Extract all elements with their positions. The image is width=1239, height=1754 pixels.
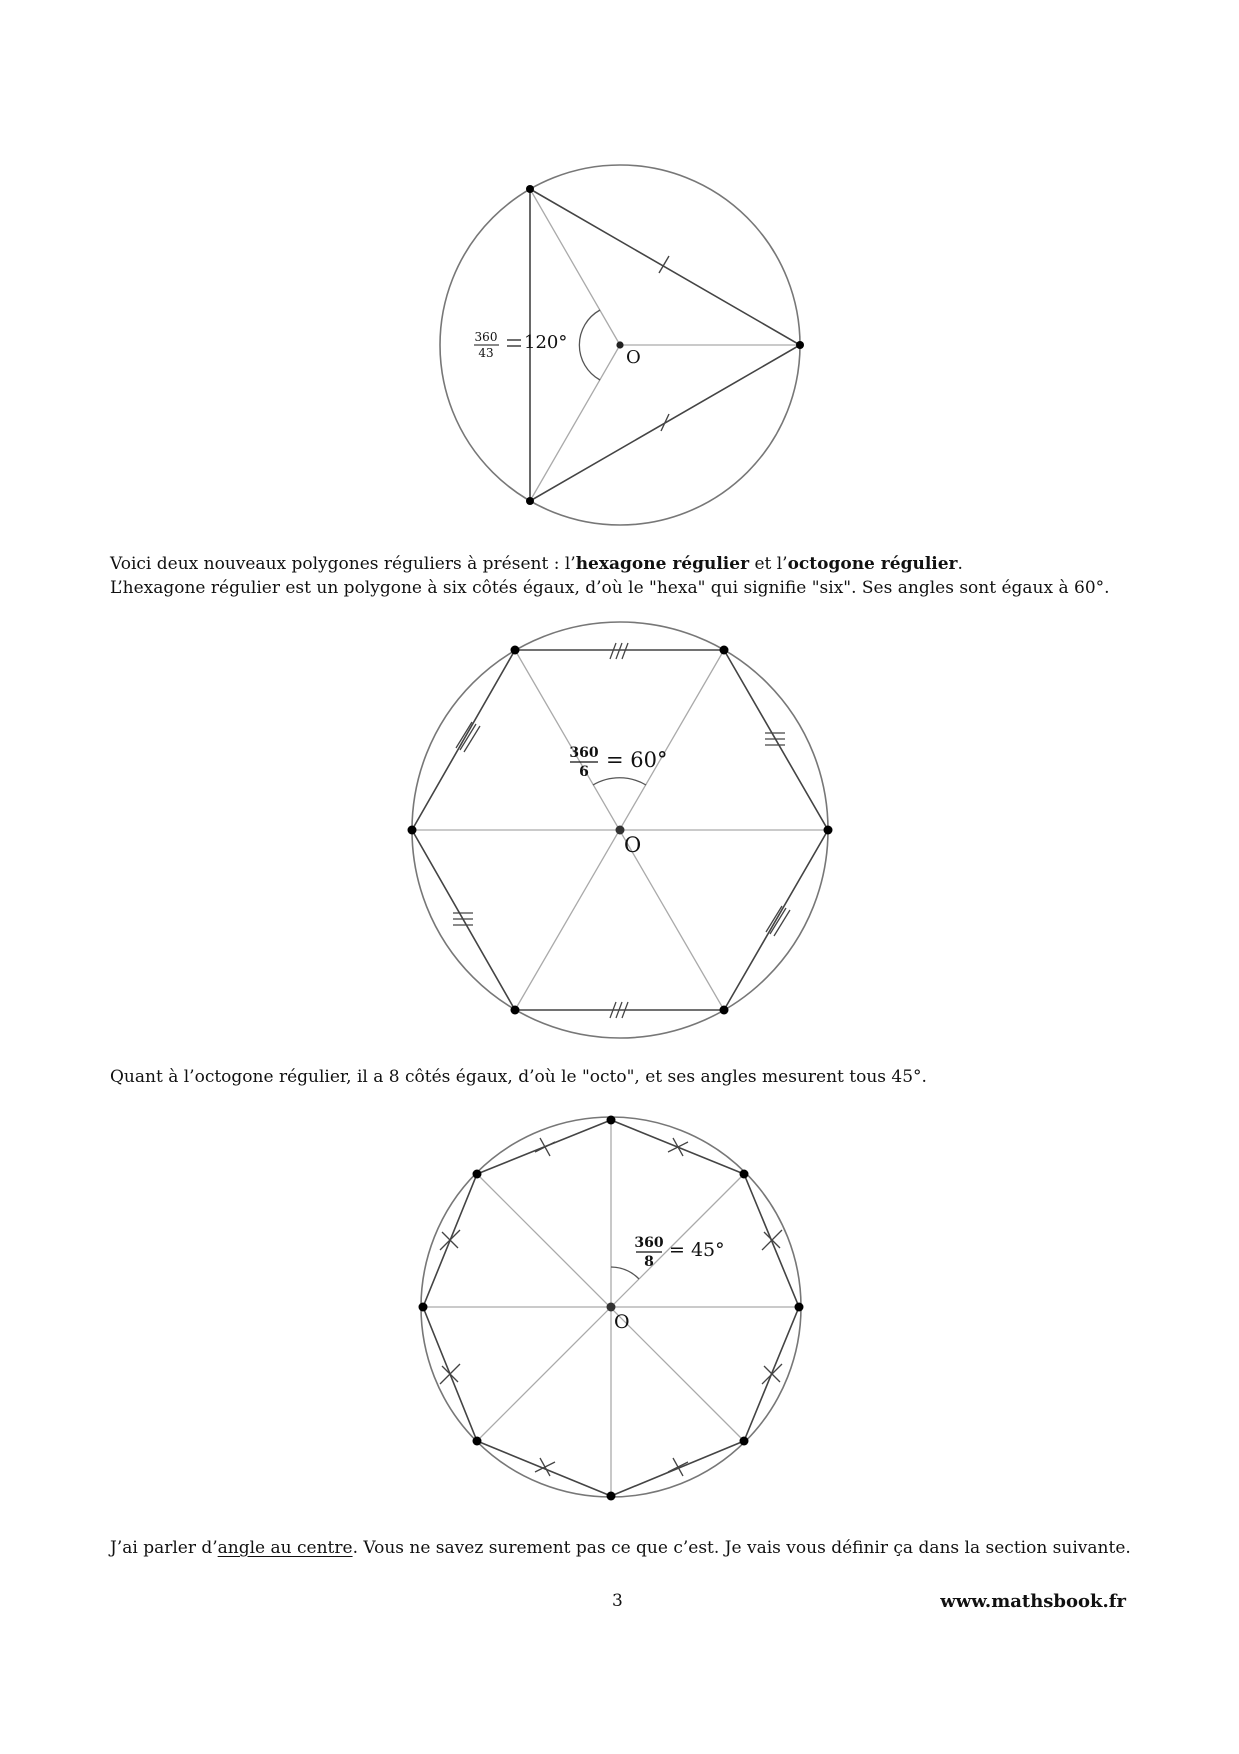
hexagon-angle-arc <box>593 778 646 785</box>
fraction-denominator: 6 <box>579 764 589 780</box>
tick-upper-right <box>765 733 785 745</box>
triangle-figure <box>430 160 830 535</box>
intro-paragraph <box>110 552 1110 600</box>
tick-1 <box>535 1138 555 1156</box>
fraction-denominator: 8 <box>644 1254 654 1270</box>
fraction-denominator: 43 <box>478 346 494 360</box>
angle-value: = 45° <box>669 1239 725 1261</box>
intro-line-1: Voici deux nouveaux polygones réguliers à présent : l’hexagone régulier et l’octogone régulier. <box>110 554 963 574</box>
triangle-radii <box>530 189 800 501</box>
angle-value: = 60° <box>606 748 668 772</box>
page-number: 3 <box>612 1591 623 1611</box>
center-label: O <box>614 1311 630 1333</box>
site-url: www.mathsbook.fr <box>940 1591 1126 1612</box>
hexagon-figure <box>405 615 835 1045</box>
tick-6 <box>762 1364 782 1384</box>
tick-4 <box>440 1230 460 1250</box>
octagon-description: Quant à l’octogone régulier, il a 8 côtés égaux, d’où le "octo", et ses angles mesurent tous 45°. <box>110 1067 927 1087</box>
tick-5 <box>440 1364 460 1384</box>
fraction-numerator: 360 <box>569 745 599 761</box>
tick-bottom <box>610 1002 628 1018</box>
tick-8 <box>668 1458 688 1476</box>
hexagone-term: hexagone régulier <box>575 554 750 574</box>
center-label: O <box>624 833 642 857</box>
tick-3 <box>762 1230 782 1250</box>
tick-2 <box>668 1138 688 1156</box>
center-label: O <box>626 347 641 368</box>
triangle-tick-marks <box>659 256 669 431</box>
angle-au-centre-paragraph: J’ai parler d’angle au centre. Vous ne savez surement pas ce que c’est. Je vais vous définir ça dans la section suivante. <box>110 1538 1131 1558</box>
octagon-figure <box>415 1110 810 1510</box>
triangle-angle-arc <box>579 310 600 380</box>
octogone-term: octogone régulier <box>787 554 958 574</box>
fraction-numerator: 360 <box>634 1235 664 1251</box>
tick-7 <box>535 1458 555 1476</box>
octagon-angle-arc <box>611 1267 639 1279</box>
center-point <box>616 341 623 348</box>
fraction-numerator: 360 <box>474 330 498 344</box>
hexagon-description: L’hexagone régulier est un polygone à six côtés égaux, d’où le "hexa" qui signifie "six". Ses angles sont égaux à 60°. <box>110 578 1110 598</box>
angle-au-centre-term: angle au centre <box>217 1538 353 1558</box>
tick-lower-left <box>453 913 473 925</box>
tick-top <box>610 643 628 659</box>
angle-value: 120° <box>524 332 568 353</box>
